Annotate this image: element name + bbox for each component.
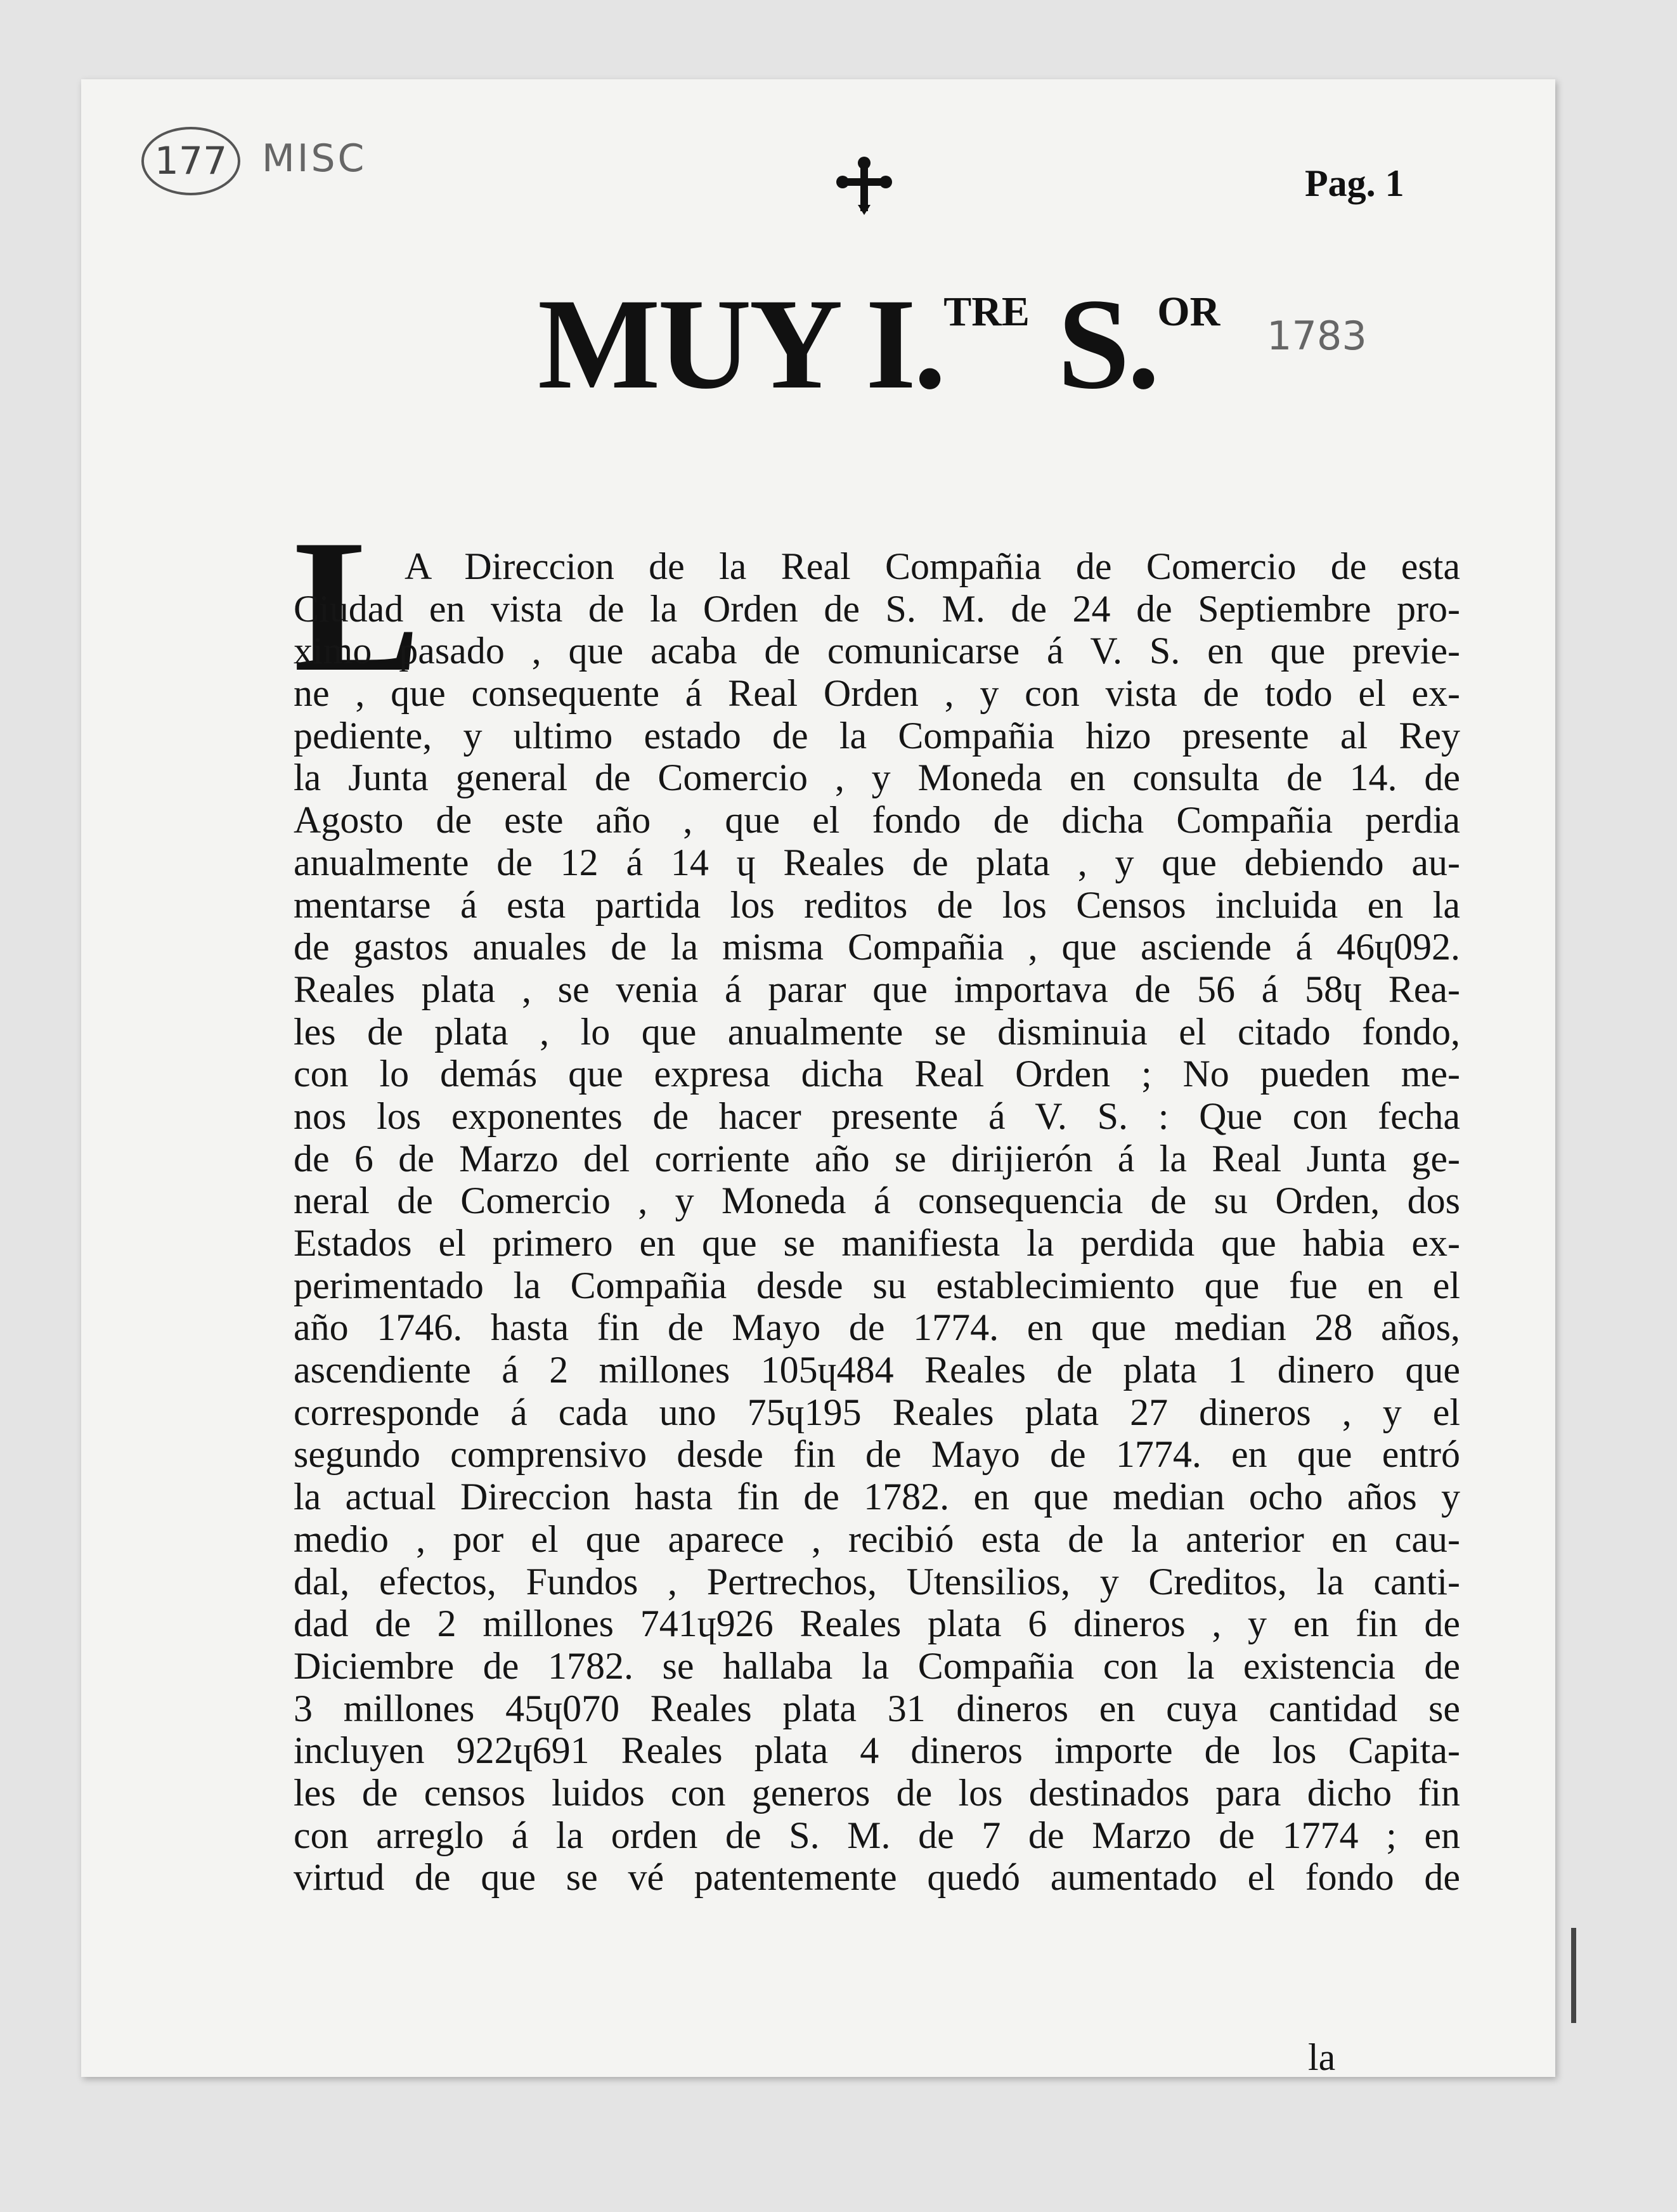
text-line: pediente, y ultimo estado de la Compañia hizo presente al Rey (294, 714, 1460, 757)
text-line: segundo comprensivo desde fin de Mayo de 1774. en que entró (294, 1433, 1460, 1476)
heading-superscript-or: OR (1157, 289, 1221, 335)
text-line: dal, efectos, Fundos , Pertrechos, Utensilios, y Creditos, la canti- (294, 1560, 1460, 1603)
text-line: dad de 2 millones 741ɥ926 Reales plata 6 dineros , y en fin de (294, 1603, 1460, 1645)
text-line: ximo pasado , que acaba de comunicarse á V. S. en que previe- (294, 630, 1460, 672)
cross-ornament-icon (832, 154, 896, 218)
misc-annotation: MISC (262, 136, 367, 181)
page-number: Pag. 1 (1305, 162, 1404, 204)
text-line: A Direccion de la Real Compañia de Comercio de esta (405, 545, 1460, 587)
text-line: Estados el primero en que se manifiesta la perdida que habia ex- (294, 1222, 1460, 1264)
text-line: medio , por el que aparece , recibió esta de la anterior en cau- (294, 1518, 1460, 1560)
text-line: neral de Comercio , y Moneda á consequencia de su Orden, dos (294, 1180, 1460, 1222)
text-line: la Junta general de Comercio , y Moneda en consulta de 14. de (294, 757, 1460, 799)
text-line: nos los exponentes de hacer presente á V. S. : Que con fecha (294, 1095, 1460, 1137)
text-line: ne , que consequente á Real Orden , y con vista de todo el ex- (294, 672, 1460, 715)
text-line: les de censos luidos con generos de los destinados para dicho fin (294, 1771, 1460, 1814)
text-line: Agosto de este año , que el fondo de dicha Compañia perdia (294, 799, 1460, 842)
text-line: anualmente de 12 á 14 ɥ Reales de plata , y que debiendo au- (294, 841, 1460, 883)
text-line: de gastos anuales de la misma Compañia , que asciende á 46ɥ092. (294, 926, 1460, 968)
text-line: incluyen 922ɥ691 Reales plata 4 dineros importe de los Capita- (294, 1729, 1460, 1772)
text-line: con lo demás que expresa dicha Real Orden ; No pueden me- (294, 1053, 1460, 1095)
year-annotation: 1783 (1267, 313, 1367, 359)
scan-edge-mark (1571, 1928, 1576, 2023)
text-line: año 1746. hasta fin de Mayo de 1774. en que median 28 años, (294, 1306, 1460, 1349)
text-line: mentarse á esta partida los reditos de los Censos incluida en la (294, 883, 1460, 926)
catchword: la (1308, 2036, 1336, 2077)
text-line: ascendiente á 2 millones 105ɥ484 Reales de plata 1 dinero que (294, 1349, 1460, 1391)
drop-cap-letter: L (294, 500, 421, 711)
body-text (294, 545, 1460, 1899)
text-line: Diciembre de 1782. se hallaba la Compañia con la existencia de (294, 1644, 1460, 1687)
text-line: Ciudad en vista de la Orden de S. M. de 24 de Septiembre pro- (294, 587, 1460, 630)
text-line: virtud de que se vé patentemente quedó aumentado el fondo de (294, 1856, 1460, 1899)
heading-muy-i: MUY I. (538, 272, 944, 416)
text-line: 3 millones 45ɥ070 Reales plata 31 dineros en cuya cantidad se (294, 1687, 1460, 1729)
text-line: Reales plata , se venia á parar que importava de 56 á 58ɥ Rea- (294, 968, 1460, 1010)
heading-superscript-tre: TRE (943, 289, 1030, 335)
text-line: les de plata , lo que anualmente se disminuia el citado fondo, (294, 1010, 1460, 1053)
folio-number-stamp: 177 (141, 127, 240, 195)
text-line: corresponde á cada uno 75ɥ195 Reales plata 27 dineros , y el (294, 1391, 1460, 1433)
text-line: con arreglo á la orden de S. M. de 7 de Marzo de 1774 ; en (294, 1814, 1460, 1856)
document-heading (538, 270, 1220, 419)
document-page (81, 79, 1555, 2077)
heading-s: S. (1057, 272, 1158, 416)
text-line: la actual Direccion hasta fin de 1782. en que median ocho años y (294, 1476, 1460, 1518)
text-line: perimentado la Compañia desde su establecimiento que fue en el (294, 1264, 1460, 1306)
text-line: de 6 de Marzo del corriente año se dirijierón á la Real Junta ge- (294, 1137, 1460, 1180)
